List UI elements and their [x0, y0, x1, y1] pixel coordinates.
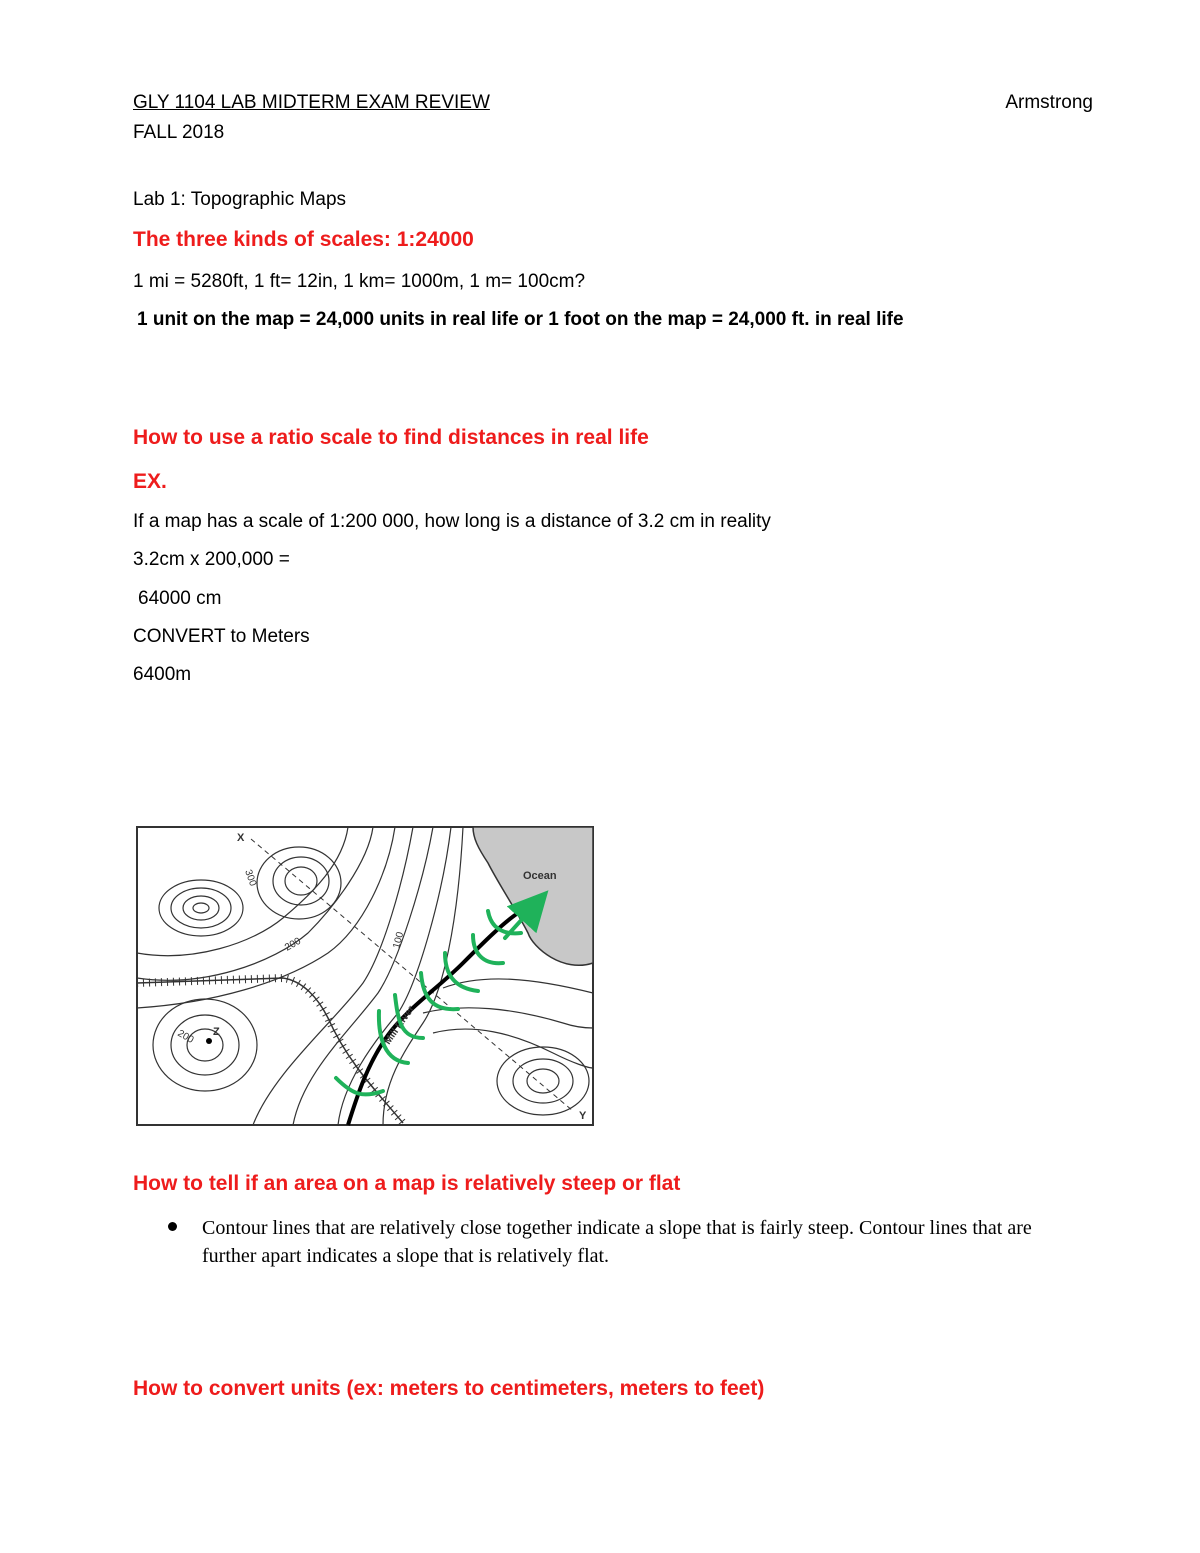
doc-term: FALL 2018 [133, 122, 225, 143]
convert-heading: How to convert units (ex: meters to centimeters, meters to feet) [133, 1377, 765, 1400]
topographic-map-figure [133, 823, 597, 1128]
contour-label-200-lower: 200 [175, 1028, 196, 1046]
doc-author: Armstrong [1005, 92, 1093, 113]
mill-river-label: Mill River [382, 1003, 417, 1047]
contour-label-300: 300 [242, 868, 259, 888]
ratio-heading: How to use a ratio scale to find distances in real life [133, 426, 649, 449]
point-z-label: Z [213, 1026, 220, 1038]
bullet-dot [168, 1222, 177, 1231]
example-step-3: CONVERT to Meters [133, 626, 310, 647]
unit-conversions: 1 mi = 5280ft, 1 ft= 12in, 1 km= 1000m, 1 m= 100cm? [133, 271, 586, 292]
example-label: EX. [133, 470, 167, 493]
contour-label-200-upper: 200 [283, 935, 303, 954]
example-step-2: 64000 cm [138, 588, 222, 609]
point-x-label: X [237, 832, 245, 844]
steep-heading: How to tell if an area on a map is relatively steep or flat [133, 1172, 681, 1195]
lab-title: Lab 1: Topographic Maps [133, 189, 347, 210]
point-z-marker [206, 1038, 212, 1044]
steep-bullet-text: Contour lines that are relatively close together indicate a slope that is fairly steep. Contour lines that are further apart indicates a slope that is relatively flat. [202, 1217, 1032, 1267]
doc-title: GLY 1104 LAB MIDTERM EXAM REVIEW [133, 92, 490, 113]
example-question: If a map has a scale of 1:200 000, how long is a distance of 3.2 cm in reality [133, 511, 771, 532]
scales-heading: The three kinds of scales: 1:24000 [133, 228, 474, 251]
example-answer: 6400m [133, 664, 192, 685]
contour-label-100: 100 [391, 930, 407, 950]
ocean-label: Ocean [523, 870, 557, 882]
point-y-label: Y [579, 1110, 587, 1122]
scale-explanation: 1 unit on the map = 24,000 units in real life or 1 foot on the map = 24,000 ft. in real life [137, 309, 904, 330]
example-step-1: 3.2cm x 200,000 = [133, 549, 290, 570]
